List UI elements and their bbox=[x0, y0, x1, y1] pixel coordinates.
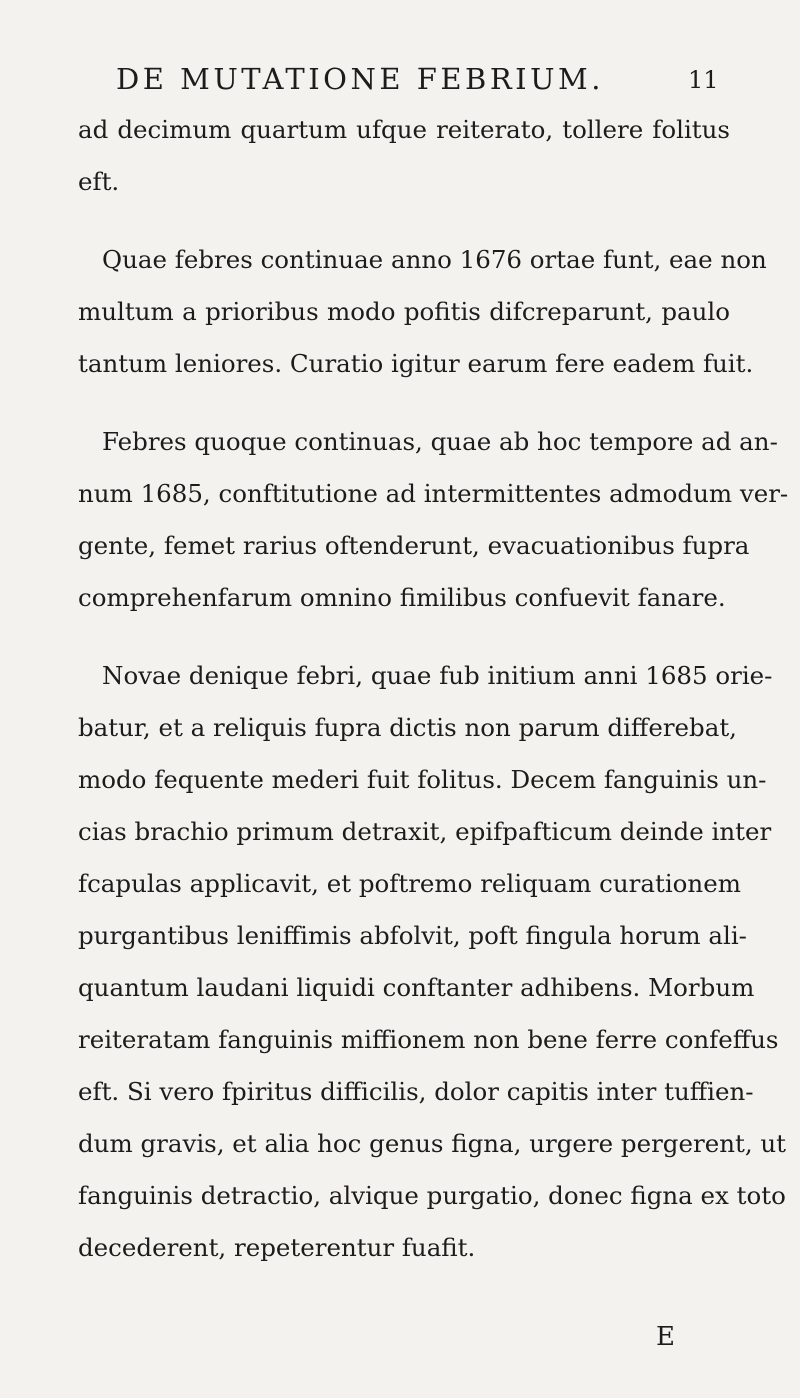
running-title: DE MUTATIONE FEBRIUM. bbox=[116, 62, 604, 96]
text-line: reiteratam fanguinis miffionem non bene ferre confeffus bbox=[78, 1025, 779, 1054]
text-line: purgantibus leniffimis abfolvit, poft fingula horum ali- bbox=[78, 921, 747, 950]
text-line: gente, femet rarius oftenderunt, evacuationibus fupra bbox=[78, 531, 750, 560]
text-line: batur, et a reliquis fupra dictis non parum differebat, bbox=[78, 713, 737, 742]
paragraph-4 bbox=[78, 650, 787, 1274]
text-line: quantum laudani liquidi conftanter adhibens. Morbum bbox=[78, 973, 755, 1002]
body-text bbox=[78, 104, 789, 1274]
text-line: Febres quoque continuas, quae ab hoc tempore ad an- bbox=[102, 427, 778, 456]
text-line: comprehenfarum omnino fimilibus confuevit fanare. bbox=[78, 583, 726, 612]
text-line: ad decimum quartum ufque reiterato, tollere folitus bbox=[78, 115, 730, 144]
running-header bbox=[0, 62, 800, 102]
text-line: decederent, repeterentur fuafit. bbox=[78, 1233, 476, 1262]
text-line: fcapulas applicavit, et poftremo reliquam curationem bbox=[78, 869, 741, 898]
text-line: multum a prioribus modo pofitis difcreparunt, paulo bbox=[78, 297, 730, 326]
text-line: eft. Si vero fpiritus difficilis, dolor capitis inter tuffien- bbox=[78, 1077, 754, 1106]
page-number: 11 bbox=[688, 66, 719, 94]
catchword: E bbox=[656, 1322, 675, 1352]
text-line: modo fequente mederi fuit folitus. Decem fanguinis un- bbox=[78, 765, 767, 794]
paragraph-3 bbox=[78, 416, 789, 624]
text-line: eft. bbox=[78, 167, 120, 196]
text-line: fanguinis detractio, alvique purgatio, donec figna ex toto bbox=[78, 1181, 786, 1210]
text-line: dum gravis, et alia hoc genus figna, urgere pergerent, ut bbox=[78, 1129, 787, 1158]
paragraph-1 bbox=[78, 104, 730, 208]
text-line: num 1685, conftitutione ad intermittentes admodum ver- bbox=[78, 479, 789, 508]
text-line: Novae denique febri, quae fub initium anni 1685 orie- bbox=[102, 661, 773, 690]
paragraph-2 bbox=[78, 234, 767, 390]
text-line: cias brachio primum detraxit, epifpafticum deinde inter bbox=[78, 817, 772, 846]
text-line: tantum leniores. Curatio igitur earum fere eadem fuit. bbox=[78, 349, 754, 378]
text-line: Quae febres continuae anno 1676 ortae funt, eae non bbox=[102, 245, 767, 274]
